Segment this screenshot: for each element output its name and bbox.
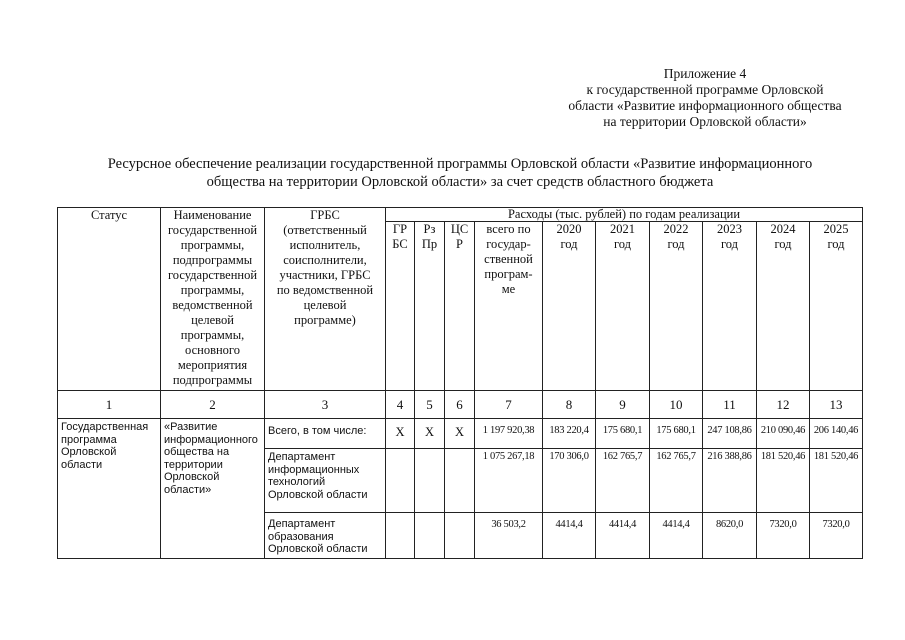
header-csr-code: ЦС Р	[445, 222, 475, 391]
value-2023-cell: 216 388,86	[703, 449, 757, 513]
value-2021-cell: 4414,4	[596, 513, 650, 559]
rzpr-code-cell: Х	[415, 419, 445, 449]
value-2025-cell: 181 520,46	[810, 449, 863, 513]
value-2023-cell: 8620,0	[703, 513, 757, 559]
title-line: Ресурсное обеспечение реализации государственной программы Орловской области «Развитие информационного	[107, 156, 813, 172]
value-2020-cell: 170 306,0	[543, 449, 596, 513]
header-year-2020: 2020 год	[543, 222, 596, 391]
header-total: всего по государ- ственной програм- ме	[475, 222, 543, 391]
column-number: 3	[265, 391, 386, 419]
column-number: 11	[703, 391, 757, 419]
column-number: 8	[543, 391, 596, 419]
grbs-code-cell	[386, 513, 415, 559]
header-expenses: Расходы (тыс. рублей) по годам реализации	[386, 208, 863, 222]
column-number: 4	[386, 391, 415, 419]
rzpr-code-cell	[415, 449, 445, 513]
value-2025-cell: 206 140,46	[810, 419, 863, 449]
value-2021-cell: 162 765,7	[596, 449, 650, 513]
header-grbs: ГРБС (ответственный исполнитель, соисполнители, участники, ГРБС по ведомственной целевой программе)	[265, 208, 386, 391]
grbs-cell: Департамент образования Орловской области	[265, 513, 386, 559]
value-2022-cell: 175 680,1	[650, 419, 703, 449]
grbs-code-cell	[386, 449, 415, 513]
csr-code-cell	[445, 513, 475, 559]
column-number: 10	[650, 391, 703, 419]
appendix-line: на территории Орловской области»	[603, 114, 807, 129]
column-number: 5	[415, 391, 445, 419]
column-number: 12	[757, 391, 810, 419]
header-year-2023: 2023 год	[703, 222, 757, 391]
value-2020-cell: 4414,4	[543, 513, 596, 559]
header-rzpr-code: Рз Пр	[415, 222, 445, 391]
value-2022-cell: 4414,4	[650, 513, 703, 559]
column-number: 7	[475, 391, 543, 419]
header-year-2025: 2025 год	[810, 222, 863, 391]
header-name: Наименование государственной программы, подпрограммы государственной программы, ведомственной целевой программы, основного мероприятия подпрограммы	[161, 208, 265, 391]
status-cell: Государственная программа Орловской области	[58, 419, 161, 559]
column-number: 2	[161, 391, 265, 419]
value-2022-cell: 162 765,7	[650, 449, 703, 513]
column-number: 9	[596, 391, 650, 419]
header-year-2024: 2024 год	[757, 222, 810, 391]
header-grbs-code: ГР БС	[386, 222, 415, 391]
column-number: 13	[810, 391, 863, 419]
header-year-2022: 2022 год	[650, 222, 703, 391]
appendix-line: к государственной программе Орловской	[586, 82, 824, 97]
rzpr-code-cell	[415, 513, 445, 559]
value-2021-cell: 175 680,1	[596, 419, 650, 449]
value-2020-cell: 183 220,4	[543, 419, 596, 449]
csr-code-cell: Х	[445, 419, 475, 449]
appendix-line: области «Развитие информационного общества	[568, 98, 842, 113]
value-2024-cell: 181 520,46	[757, 449, 810, 513]
value-2024-cell: 210 090,46	[757, 419, 810, 449]
grbs-code-cell: Х	[386, 419, 415, 449]
document-title	[40, 155, 880, 191]
csr-code-cell	[445, 449, 475, 513]
column-number: 1	[58, 391, 161, 419]
grbs-cell: Департамент информационных технологий Орловской области	[265, 449, 386, 513]
value-2023-cell: 247 108,86	[703, 419, 757, 449]
appendix-line: Приложение 4	[663, 66, 747, 81]
value-2025-cell: 7320,0	[810, 513, 863, 559]
value-2024-cell: 7320,0	[757, 513, 810, 559]
table-row	[58, 419, 863, 449]
total-value-cell: 1 197 920,38	[475, 419, 543, 449]
total-value-cell: 36 503,2	[475, 513, 543, 559]
total-value-cell: 1 075 267,18	[475, 449, 543, 513]
resource-table	[57, 207, 863, 559]
program-name-cell: «Развитие информационного общества на территории Орловской области»	[161, 419, 265, 559]
column-number: 6	[445, 391, 475, 419]
grbs-cell: Всего, в том числе:	[265, 419, 386, 449]
title-line: общества на территории Орловской области» за счет средств областного бюджета	[206, 174, 714, 190]
header-status: Статус	[58, 208, 161, 391]
appendix-note	[520, 66, 890, 130]
header-year-2021: 2021 год	[596, 222, 650, 391]
